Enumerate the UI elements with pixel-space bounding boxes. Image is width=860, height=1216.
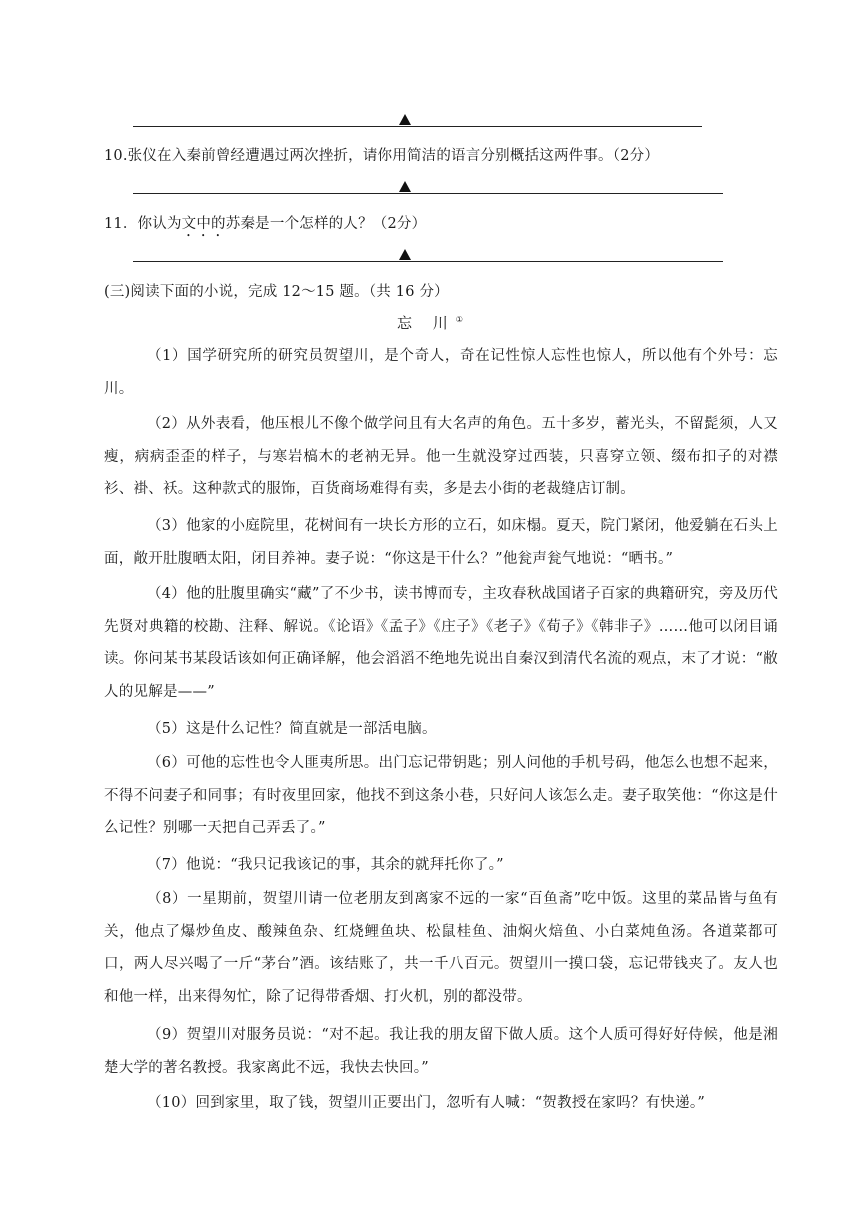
- paragraph-4: （4）他的肚腹里确实“藏”了不少书，读书博而专，主攻春秋战国诸子百家的典籍研究，旁及历代先贤对典籍的校勘、注释、解说。《论语》《孟子》《庄子》《老子》《荀子》《韩非子》……他可以闭目诵读。你问某书某段话该如何正确译解，他会滔滔不绝地先说出自秦汉到清代名流的观点，末了才说：“敝人的见解是——”: [104, 586, 778, 700]
- paragraph-9: （9）贺望川对服务员说：“对不起。我让我的朋友留下做人质。这个人质可得好好侍候，他是湘楚大学的著名教授。我家离此不远，我快去快回。”: [104, 1027, 778, 1076]
- answer-line: [133, 193, 723, 194]
- footnote-mark: ①: [455, 315, 463, 324]
- section-heading: (三)阅读下面的小说，完成 12～15 题。（共 16 分）: [104, 284, 449, 300]
- paragraph-2: （2）从外表看，他压根儿不像个做学问且有大名声的角色。五十多岁，蓄光头，不留髭须，人又瘦，病病歪歪的样子，与寒岩槁木的老衲无异。他一生就没穿过西装，只喜穿立领、缀布扣子的对襟衫、褂、袄。这种款式的服饰，百货商场难得有卖，多是去小街的老裁缝店订制。: [104, 416, 778, 497]
- answer-line: [133, 126, 702, 127]
- paragraph-1: （1）国学研究所的研究员贺望川，是个奇人，奇在记性惊人忘性也惊人，所以他有个外号：忘川。: [104, 348, 778, 397]
- question-11-suffix: 苏秦是一个怎样的人？（2分）: [225, 216, 427, 232]
- answer-marker-icon: [399, 181, 411, 192]
- question-10: 10.张仪在入秦前曾经遭遇过两次挫折，请你用简洁的语言分别概括这两件事。（2分）: [104, 148, 660, 164]
- paragraph-5: （5）这是什么记性？简直就是一部活电脑。: [147, 721, 437, 737]
- story-title-text: 忘 川: [397, 314, 456, 332]
- question-11: [104, 212, 426, 240]
- paragraph-8: （8）一星期前，贺望川请一位老朋友到离家不远的一家“百鱼斋”吃中饭。这里的菜品皆与鱼有关，他点了爆炒鱼皮、酸辣鱼杂、红烧鲤鱼块、松鼠桂鱼、油焖火焙鱼、小白菜炖鱼汤。各道菜都可口，两人尽兴喝了一斤“茅台”酒。该结账了，共一千八百元。贺望川一摸口袋，忘记带钱夹了。友人也和他一样，出来得匆忙，除了记得带香烟、打火机，别的都没带。: [104, 891, 778, 1005]
- story-title: [0, 312, 860, 333]
- question-11-prefix: 11．你认为: [104, 216, 182, 232]
- paragraph-10: （10）回到家里，取了钱，贺望川正要出门，忽听有人喊：“贺教授在家吗？有快递。”: [147, 1095, 706, 1111]
- paragraph-7: （7）他说：“我只记我该记的事，其余的就拜托你了。”: [147, 857, 504, 873]
- paragraph-3: （3）他家的小庭院里，花树间有一块长方形的立石，如床榻。夏天，院门紧闭，他爱躺在石头上面，敞开肚腹晒太阳，闭目养神。妻子说：“你这是干什么？”他瓮声瓮气地说：“晒书。”: [104, 518, 778, 567]
- answer-marker-icon: [399, 114, 411, 125]
- paragraph-6: （6）可他的忘性也令人匪夷所思。出门忘记带钥匙；别人问他的手机号码，他怎么也想不起来，不得不问妻子和同事；有时夜里回家，他找不到这条小巷，只好问人该怎么走。妻子取笑他：“你这是什么记性？别哪一天把自己弄丢了。”: [104, 755, 778, 836]
- answer-line: [133, 261, 723, 262]
- question-11-emphasis: 文中的: [181, 216, 226, 232]
- answer-marker-icon: [399, 249, 411, 260]
